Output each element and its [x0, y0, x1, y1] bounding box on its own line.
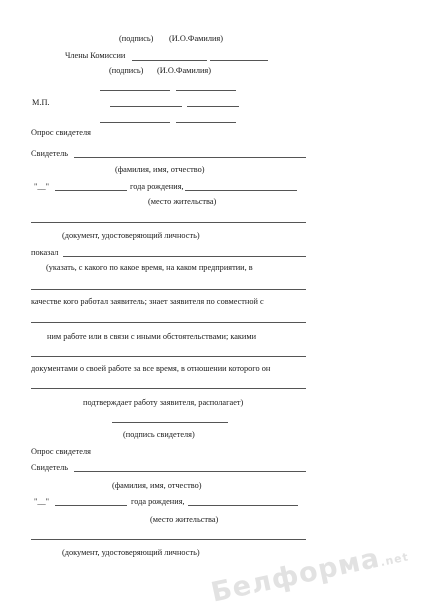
witness-name-line [74, 157, 306, 158]
name-caption: (И.О.Фамилия) [157, 66, 211, 75]
member-name-line [187, 106, 239, 107]
testimony-line [31, 388, 306, 389]
birth-day-quotes: "__" [34, 497, 50, 506]
birth-place-line [188, 505, 298, 506]
member-signature-line [132, 60, 207, 61]
witness-signature-caption: (подпись свидетеля) [123, 430, 195, 439]
residence-caption: (место жительства) [150, 515, 219, 524]
testimony-line [63, 256, 306, 257]
testimony-instructions: (указать, с какого по какое время, на каком предприятии, в [46, 263, 253, 272]
testimony-line [31, 322, 306, 323]
birth-year-label: года рождения, [131, 497, 185, 506]
birth-day-quotes: "__" [34, 182, 50, 191]
birth-place-line [185, 190, 297, 191]
testimony-instructions: качестве кого работал заявитель; знает заявителя по совместной с [31, 297, 264, 306]
document-line [31, 222, 306, 223]
signature-caption: (подпись) [119, 34, 154, 43]
name-caption: (И.О.Фамилия) [169, 34, 223, 43]
testimony-instructions: ним работе или в связи с иными обстоятельствами; какими [47, 332, 257, 341]
document-line [31, 539, 306, 540]
member-name-line [176, 90, 236, 91]
fio-caption: (фамилия, имя, отчество) [115, 165, 205, 174]
member-name-line [210, 60, 268, 61]
member-name-line [176, 122, 236, 123]
commission-members-label: Члены Комиссии [65, 51, 126, 60]
birth-year-label: года рождения, [130, 182, 184, 191]
birth-date-line [55, 190, 127, 191]
member-signature-line [100, 90, 170, 91]
testimony-instructions: документами о своей работе за все время, в отношении которого он [31, 364, 271, 373]
witness-section-title: Опрос свидетеля [31, 447, 91, 456]
witness-label: Свидетель [31, 463, 69, 472]
document-caption: (документ, удостоверяющий личность) [62, 231, 200, 240]
witness-name-line [74, 471, 306, 472]
signature-caption: (подпись) [109, 66, 144, 75]
witness-label: Свидетель [31, 149, 69, 158]
witness-section-title: Опрос свидетеля [31, 128, 91, 137]
witness-signature-line [112, 422, 228, 423]
stamp-place-label: М.П. [32, 98, 50, 107]
residence-caption: (место жительства) [148, 197, 217, 206]
testimony-instructions: подтверждает работу заявителя, располагает) [83, 398, 244, 407]
testimony-line [31, 289, 306, 290]
testimony-line [31, 356, 306, 357]
document-caption: (документ, удостоверяющий личность) [62, 548, 200, 557]
testimony-label: показал [31, 248, 59, 257]
member-signature-line [110, 106, 182, 107]
member-signature-line [100, 122, 170, 123]
birth-date-line [55, 505, 127, 506]
fio-caption: (фамилия, имя, отчество) [112, 481, 202, 490]
watermark-logo: Белформа.net [207, 542, 410, 609]
